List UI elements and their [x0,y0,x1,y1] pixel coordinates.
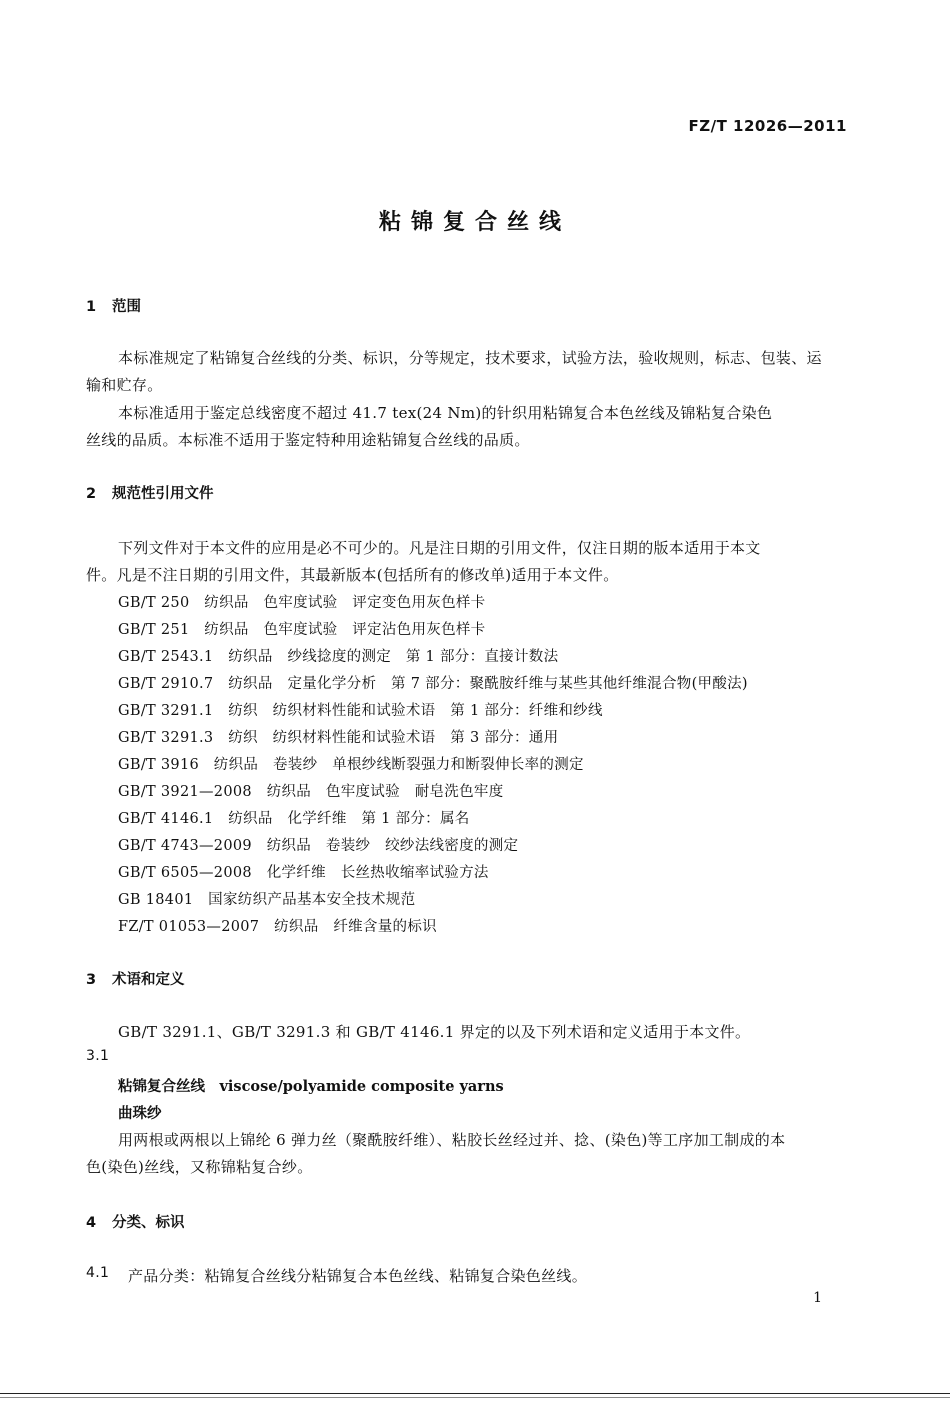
standard-number: FZ/T 12026—2011 [688,117,847,135]
reference-item: GB/T 4743—2009 纺织品 卷装纱 绞纱法线密度的测定 [118,838,519,854]
document-title: 粘锦复合丝线 [378,210,571,235]
reference-item: GB 18401 国家纺织产品基本安全技术规范 [118,892,416,908]
reference-item: GB/T 3921—2008 纺织品 色牢度试验 耐皂洗色牢度 [118,784,504,800]
section-2-heading [86,482,214,503]
section-4-heading [86,1211,185,1232]
section-title: 术语和定义 [112,972,185,988]
reference-item: GB/T 3291.1 纺织 纺织材料性能和试验术语 第 1 部分：纤维和纱线 [118,703,603,719]
reference-item: GB/T 251 纺织品 色牢度试验 评定沾色用灰色样卡 [118,622,486,638]
paragraph-line: 输和贮存。 [86,376,163,394]
page-number: 1 [813,1290,822,1306]
section-number: 2 [86,486,97,502]
subsection-number: 4.1 [86,1265,110,1281]
reference-item: GB/T 2543.1 纺织品 纱线捻度的测定 第 1 部分：直接计数法 [118,649,559,665]
subsection-number: 3.1 [86,1048,110,1064]
reference-item: FZ/T 01053—2007 纺织品 纤维含量的标识 [118,919,437,935]
section-title: 分类、标识 [112,1215,185,1231]
section-number: 4 [86,1215,97,1231]
section-title: 规范性引用文件 [112,486,214,502]
bottom-rule [0,1393,950,1394]
section-number: 3 [86,972,97,988]
section-title: 范围 [112,299,141,315]
paragraph-line: 色(染色)丝线，又称锦粘复合纱。 [86,1158,313,1176]
paragraph-line: 本标准规定了粘锦复合丝线的分类、标识，分等规定，技术要求，试验方法，验收规则，标志、包装、运 [118,349,822,367]
alternative-term: 曲珠纱 [118,1106,162,1122]
section-number: 1 [86,299,97,315]
bottom-rule-secondary [0,1397,950,1398]
paragraph-line: 用两根或两根以上锦纶 6 弹力丝（聚酰胺纤维）、粘胶长丝经过并、捻、(染色)等工序加工制成的本 [118,1131,786,1149]
paragraph-line: 本标准适用于鉴定总线密度不超过 41.7 tex(24 Nm)的针织用粘锦复合本色丝线及锦粘复合染色 [118,404,773,422]
paragraph-line: 件。凡是不注日期的引用文件，其最新版本(包括所有的修改单)适用于本文件。 [86,566,619,584]
term-heading: 粘锦复合丝线 viscose/polyamide composite yarns [118,1078,504,1095]
reference-item: GB/T 6505—2008 化学纤维 长丝热收缩率试验方法 [118,865,489,881]
reference-item: GB/T 4146.1 纺织品 化学纤维 第 1 部分：属名 [118,811,470,827]
reference-item: GB/T 3916 纺织品 卷装纱 单根纱线断裂强力和断裂伸长率的测定 [118,757,584,773]
reference-item: GB/T 250 纺织品 色牢度试验 评定变色用灰色样卡 [118,595,486,611]
paragraph-line: 下列文件对于本文件的应用是必不可少的。凡是注日期的引用文件，仅注日期的版本适用于本文 [118,539,761,557]
paragraph-line: 丝线的品质。本标准不适用于鉴定特种用途粘锦复合丝线的品质。 [86,431,530,449]
paragraph-line: GB/T 3291.1、GB/T 3291.3 和 GB/T 4146.1 界定的以及下列术语和定义适用于本文件。 [118,1023,751,1041]
section-3-heading [86,968,185,989]
reference-item: GB/T 3291.3 纺织 纺织材料性能和试验术语 第 3 部分：通用 [118,730,559,746]
section-1-heading [86,295,141,316]
paragraph-line: 产品分类：粘锦复合丝线分粘锦复合本色丝线、粘锦复合染色丝线。 [128,1267,588,1285]
reference-item: GB/T 2910.7 纺织品 定量化学分析 第 7 部分：聚酰胺纤维与某些其他纤维混合物(甲酸法) [118,676,748,692]
